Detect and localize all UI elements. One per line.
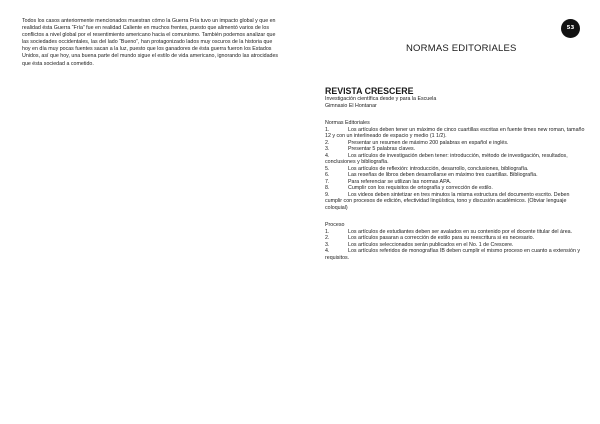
process-item-number: 2. (325, 235, 330, 241)
process-item (325, 248, 587, 261)
process-item-text: Los artículos pasaran a corrección de estilo para su reescritura si es necesario. (348, 235, 535, 241)
norms-list (325, 127, 587, 212)
process-item-number: 1. (325, 228, 330, 235)
norms-heading: Normas Editoriales (325, 120, 370, 126)
page-number-badge: 53 (561, 19, 580, 38)
process-item-text: Los artículos seleccionados serán publicados en el No. 1 de Crescere. (348, 241, 514, 248)
norms-item (325, 127, 587, 140)
process-item-text: Los artículos de estudiantes deben ser avalados en su contenido por el docente titular del área. (348, 228, 573, 235)
process-item-text: Los artículos referidos de monografías IB deben cumplir el mismo proceso en cuanto a extensión y requisitos. (325, 248, 581, 261)
norms-item-number: 6. (325, 172, 330, 178)
right-page (300, 0, 600, 424)
norms-item-number: 2. (325, 139, 330, 146)
norms-item-text: Presentar 5 palabras claves. (348, 146, 416, 152)
norms-item-text: Los artículos de investigación deben tener: introducción, método de investigación, resultados, conclusiones y bibliografía. (325, 152, 568, 165)
norms-item (325, 192, 587, 212)
norms-item-number: 4. (325, 152, 330, 159)
norms-item-text: Las reseñas de libros deben desarrollarse en máximo tres cuartillas. Bibliografía. (348, 172, 538, 178)
process-item-number: 4. (325, 248, 330, 254)
norms-item-number: 1. (325, 126, 330, 133)
left-page-paragraph: Todos los casos anteriormente mencionados muestran cómo la Guerra Fría tuvo un impacto global y que en realidad ésta Guerra “Fría” fue en realidad Caliente en muchos frentes, puesto que alimentó varios de los conflictos a nivel global por el resentimiento americano hacia el comunismo. También podemos analizar que las sociedades occidentales, las del lado “Bueno”, han protagonizado lados muy oscuros de la historia que hoy en día muy pocas fuentes sacan a la luz, puesto que los ganadores de ésta guerra fueron los Estados Unidos, así que hoy, una buena parte del mundo sigue el estilo de vida americano, ignorando las atrocidades que ésta sociedad a cometido. (22, 18, 279, 67)
norms-item-number: 3. (325, 146, 330, 152)
norms-item-number: 7. (325, 178, 330, 185)
norms-item-number: 9. (325, 191, 330, 198)
journal-subtitle-1: Investigación científica desde y para la Escuela (325, 96, 437, 102)
norms-item-text: Los videos deben sintetizar en tres minutos la misma estructura del documento escrito. Deben cumplir con procesos de edición, efectividad lingüística, tono y discusión académicos. (Obviar lenguaje coloquial) (325, 191, 570, 211)
journal-title: REVISTA CRESCERE (325, 86, 414, 96)
section-title: NORMAS EDITORIALES (406, 43, 517, 54)
norms-item-text: Presentar un resumen de máximo 200 palabras en español e inglés. (348, 139, 509, 146)
norms-item-text: Los artículos de reflexión: introducción, desarrollo, conclusiones, bibliografía. (348, 165, 529, 172)
process-heading: Proceso (325, 222, 345, 228)
norms-item (325, 153, 587, 166)
norms-item-number: 8. (325, 185, 330, 191)
norms-item-text: Cumplir con los requisitos de ortografía y corrección de estilo. (348, 185, 493, 191)
norms-item-text: Para referenciar se utilizan las normas APA. (348, 178, 452, 185)
process-list (325, 229, 587, 262)
journal-block (325, 86, 587, 261)
norms-item-text: Los artículos deben tener un máximo de cinco cuartillas escritas en fuente times new roman, tamaño 12 y con un interlineado de espacio y medio (1 1/2). (325, 126, 585, 139)
journal-subtitle-2: Gimnasio El Hontanar (325, 102, 377, 109)
process-item-number: 3. (325, 241, 330, 248)
norms-item-number: 5. (325, 165, 330, 172)
